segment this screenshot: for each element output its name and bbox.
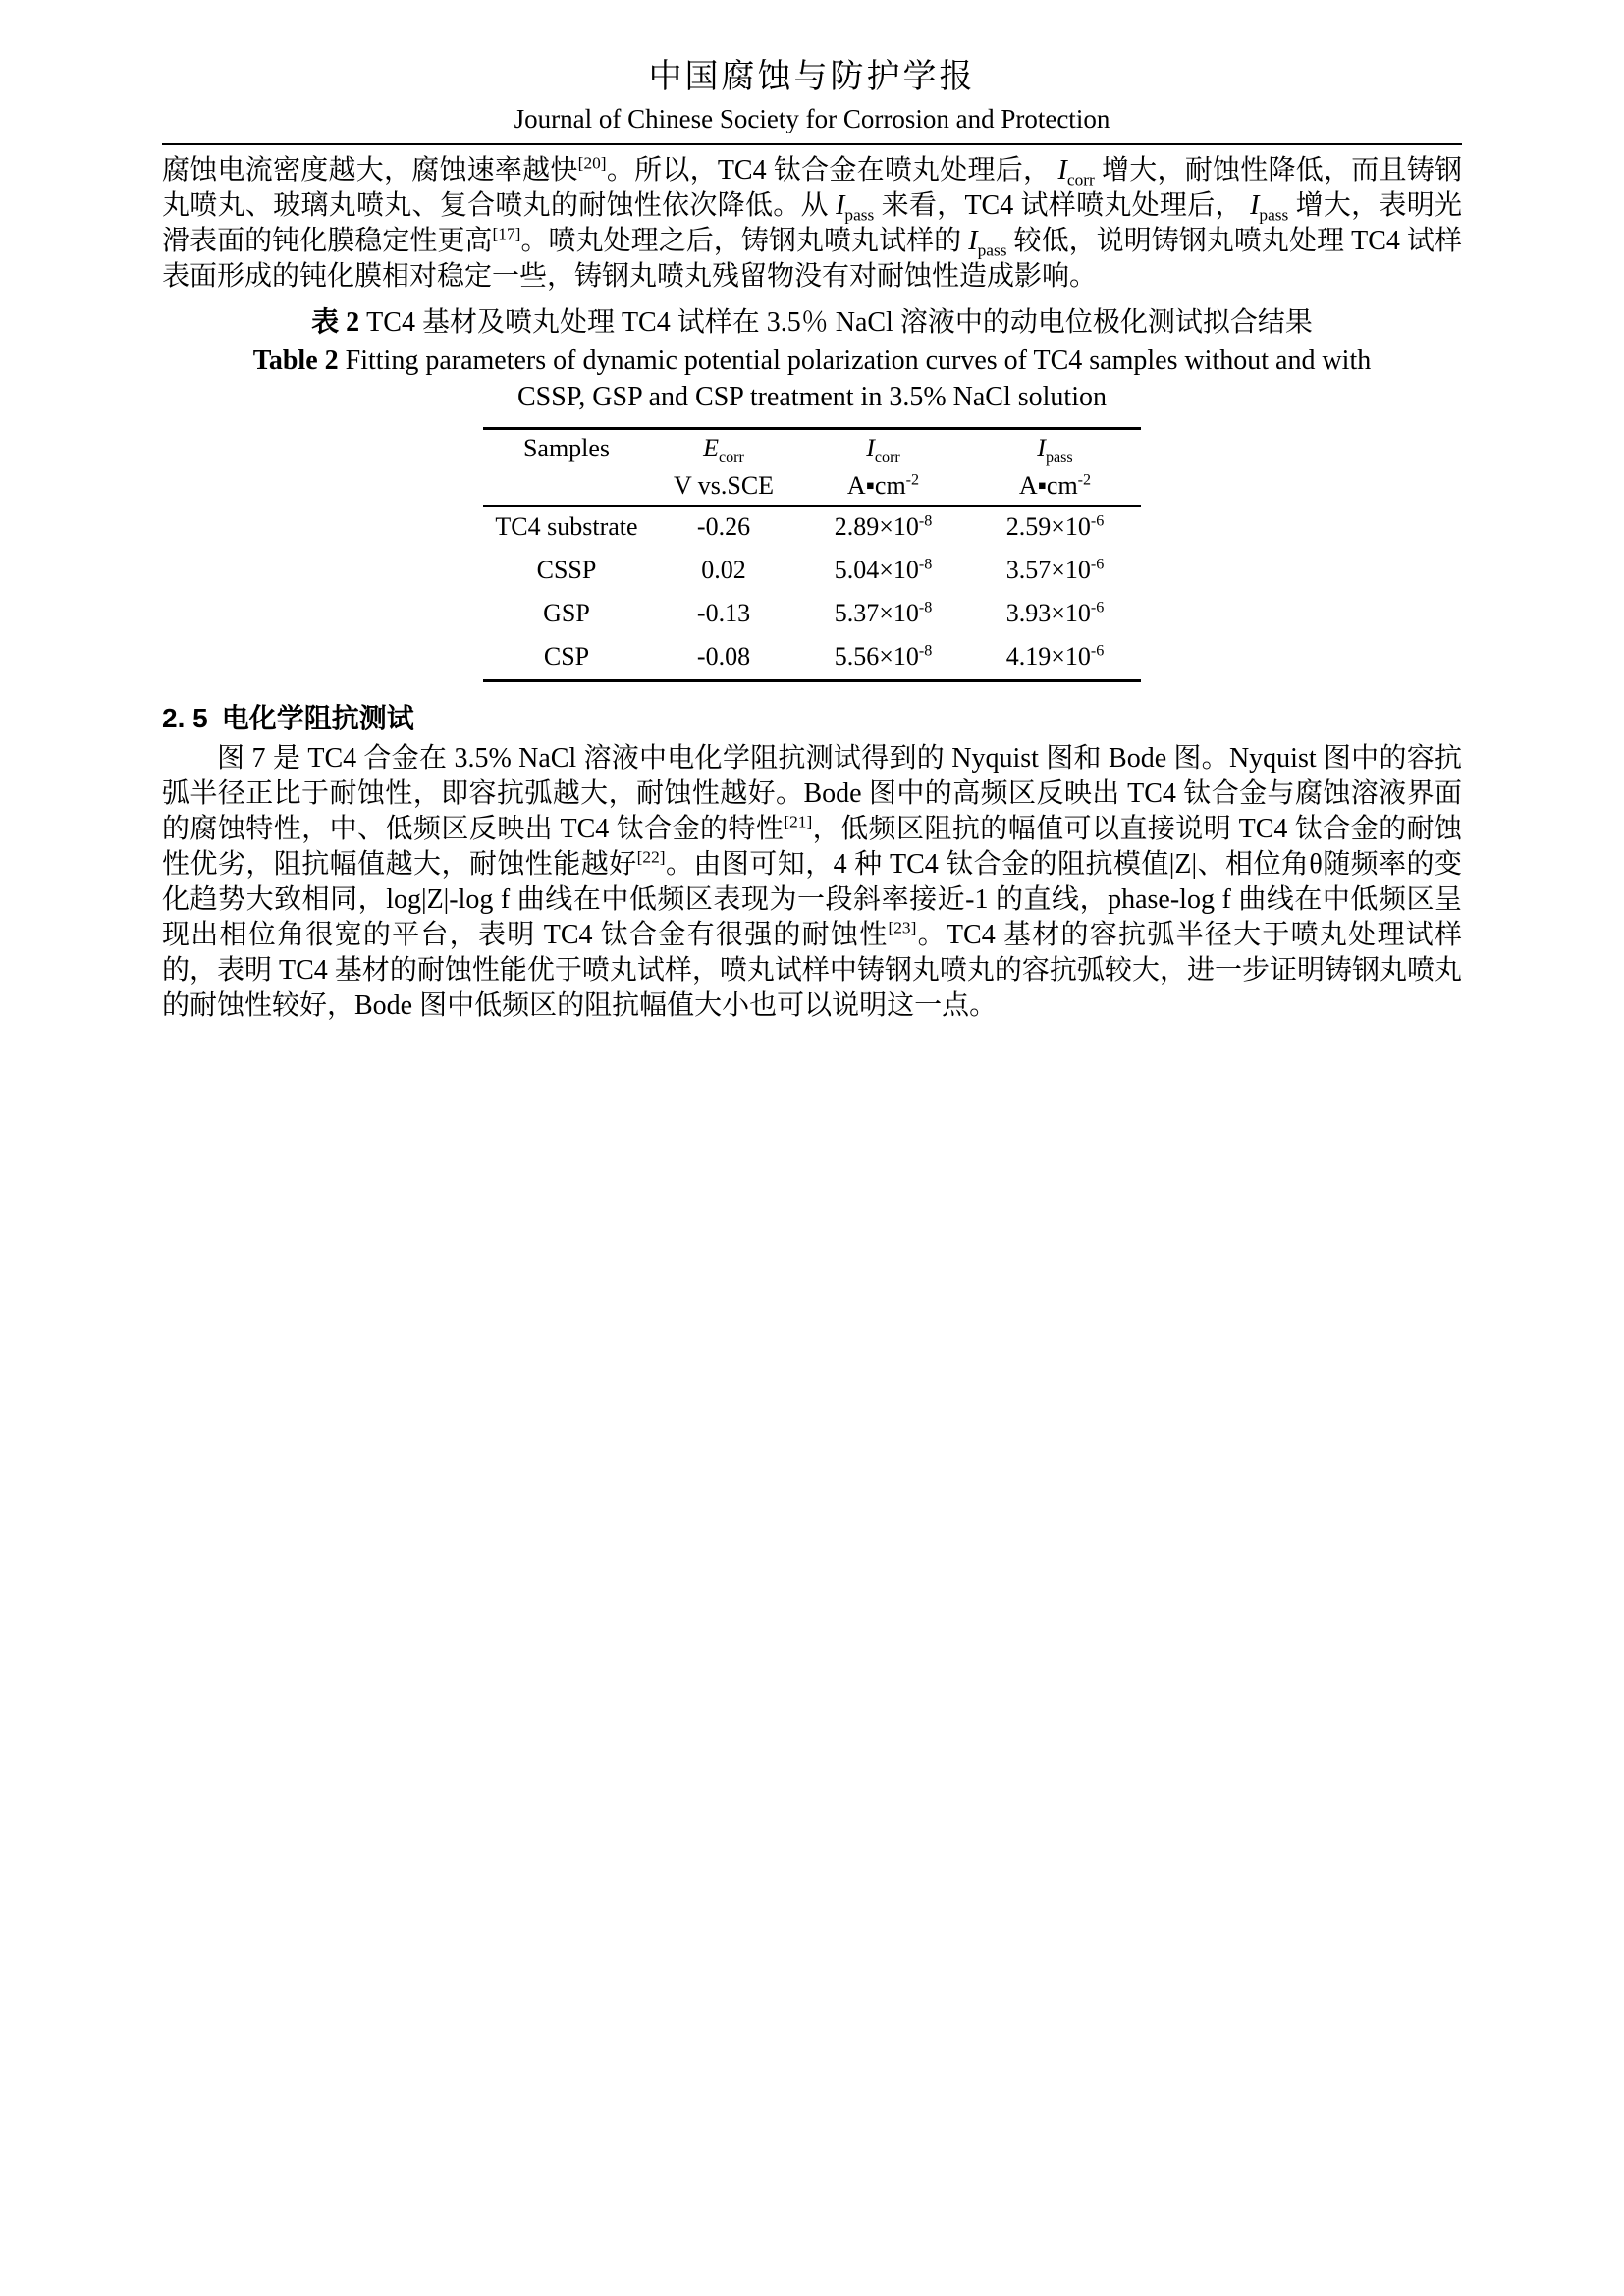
- header-divider: [162, 143, 1462, 145]
- cell-ecorr: -0.26: [696, 512, 751, 541]
- table-body: [483, 506, 1141, 681]
- table-row-tc4-substrate: [483, 506, 1141, 550]
- table-header: [483, 429, 1141, 507]
- cell-sample: CSSP: [536, 556, 597, 584]
- col-header-ipass: $I_{pass}$: [1037, 434, 1073, 467]
- cell-icorr: $5.04\times 10^{-8}$: [834, 556, 933, 584]
- journal-header: [162, 57, 1462, 145]
- table-row-cssp: [483, 550, 1141, 593]
- col-unit-ipass: $A▪cm^{-2}$: [969, 467, 1141, 506]
- cell-sample: CSP: [543, 642, 590, 670]
- journal-title-en: Journal of Chinese Society for Corrosion and Protection: [514, 104, 1110, 133]
- cell-ecorr: -0.08: [696, 642, 751, 670]
- col-header-samples: Samples: [522, 434, 611, 462]
- table-header-row-units: [483, 467, 1141, 506]
- cell-ipass: $4.19\times 10^{-6}$: [1005, 642, 1105, 670]
- table-row-gsp: [483, 593, 1141, 636]
- table2-caption-en: Table 2 Fitting parameters of dynamic potential polarization curves of TC4 samples without and with CSSP, GSP and CSP treatment in 3.5% NaCl solution: [252, 346, 1372, 412]
- col-unit-samples: [483, 467, 650, 506]
- section-number: 2. 5: [162, 703, 208, 733]
- table2-polarization-fitting: [483, 427, 1141, 682]
- cell-ecorr: -0.13: [696, 599, 751, 627]
- cell-sample: GSP: [543, 599, 590, 627]
- cell-icorr: $5.56\times 10^{-8}$: [834, 642, 933, 670]
- section-title: 电化学阻抗测试: [221, 703, 414, 733]
- table-header-row-symbols: [483, 429, 1141, 468]
- table2-caption-cn: 表 2 TC4 基材及喷丸处理 TC4 试样在 3.5％ NaCl 溶液中的动电位极化测试拟合结果: [311, 307, 1313, 338]
- paragraph-polarization-discussion: 腐蚀电流密度越大，腐蚀速率越快[20]。所以，TC4 钛合金在喷丸处理后， $I_{corr}$ 增大，耐蚀性降低，而且铸钢丸喷丸、玻璃丸喷丸、复合喷丸的耐蚀性依次降低。从 $I_{pass}$ 来看，TC4 试样喷丸处理后， $I_{pass}$ 增大，表明光滑表面的钝化膜稳定性更高[17]。喷丸处理之后，铸钢丸喷丸试样的 $I_{pass}$ 较低，说明铸钢丸喷丸处理 TC4 试样表面形成的钝化膜相对稳定一些，铸钢丸喷丸残留物没有对耐蚀性造成影响。: [162, 153, 1462, 292]
- cell-icorr: $5.37\times 10^{-8}$: [834, 599, 933, 627]
- paragraph-eis-discussion: 图 7 是 TC4 合金在 3.5% NaCl 溶液中电化学阻抗测试得到的 Nyquist 图和 Bode 图。Nyquist 图中的容抗弧半径正比于耐蚀性，即容抗弧越大，耐蚀性越好。Bode 图中的高频区反映出 TC4 钛合金与腐蚀溶液界面的腐蚀特性，中、低频区反映出 TC4 钛合金的特性[21]，低频区阻抗的幅值可以直接说明 TC4 钛合金的耐蚀性优劣，阻抗幅值越大，耐蚀性能越好[22]。由图可知，4 种 TC4 钛合金的阻抗模值|Z|、相位角θ随频率的变化趋势大致相同，log|Z|-log f 曲线在中低频区表现为一段斜率接近-1 的直线，phase-log f 曲线在中低频区呈现出相位角很宽的平台，表明 TC4 钛合金有很强的耐蚀性[23]。TC4 基材的容抗弧半径大于喷丸处理试样的，表明 TC4 基材的耐蚀性能优于喷丸试样，喷丸试样中铸钢丸喷丸的容抗弧较大，进一步证明铸钢丸喷丸的耐蚀性较好，Bode 图中低频区的阻抗幅值大小也可以说明这一点。: [162, 743, 1462, 1021]
- cell-ipass: $3.93\times 10^{-6}$: [1005, 599, 1105, 627]
- col-header-icorr: $I_{corr}$: [866, 434, 900, 467]
- cell-ipass: $2.59\times 10^{-6}$: [1005, 512, 1105, 541]
- journal-title-cn: 中国腐蚀与防护学报: [648, 59, 976, 95]
- table-row-csp: [483, 636, 1141, 681]
- section-heading-2-5: [162, 700, 1462, 737]
- cell-icorr: $2.89\times 10^{-8}$: [834, 512, 933, 541]
- col-unit-icorr: $A▪cm^{-2}$: [797, 467, 969, 506]
- col-unit-ecorr: V vs.SCE: [650, 467, 797, 506]
- cell-sample: TC4 substrate: [495, 512, 638, 541]
- cell-ipass: $3.57\times 10^{-6}$: [1005, 556, 1105, 584]
- cell-ecorr: 0.02: [701, 556, 746, 584]
- col-header-ecorr: $E_{corr}$: [703, 434, 744, 467]
